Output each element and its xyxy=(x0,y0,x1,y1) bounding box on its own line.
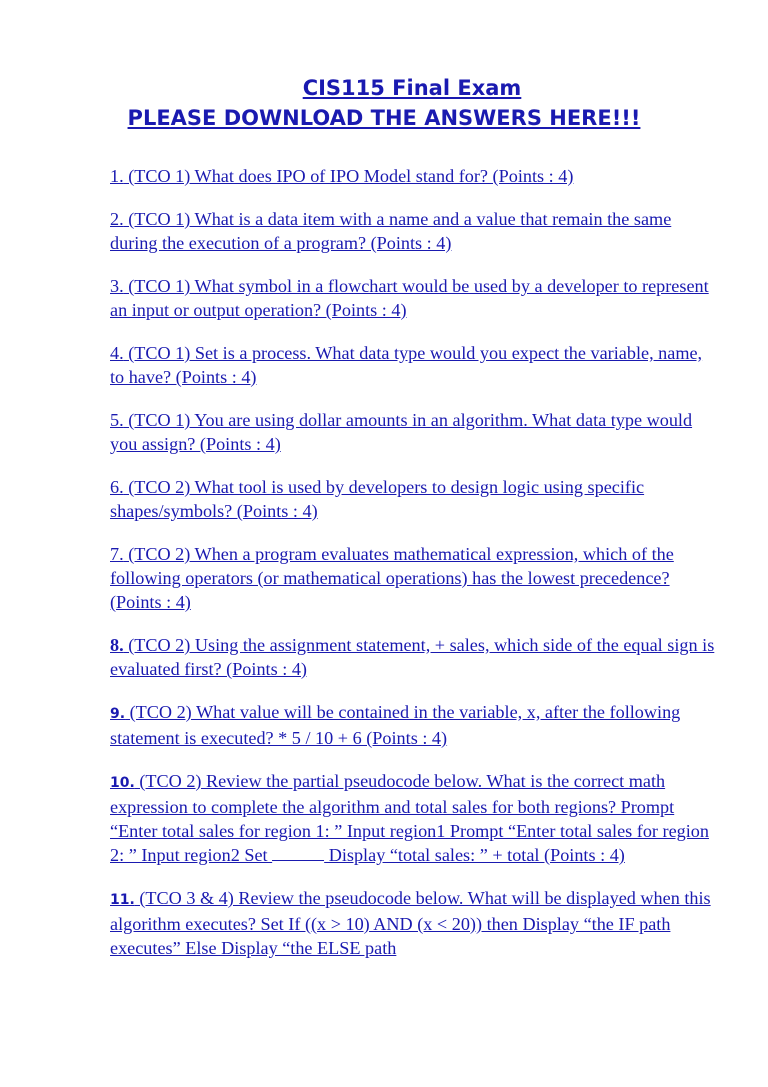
question-number: 8. xyxy=(110,635,124,655)
question-number: 3. xyxy=(110,276,124,296)
question-text: (TCO 2) When a program evaluates mathematical expression, which of the following operators (or mathematical operations) has the lowest precedence? (Points : 4) xyxy=(110,544,674,612)
question-9[interactable] xyxy=(110,700,715,750)
question-text-continued: Display “total sales: ” + total (Points : 4) xyxy=(324,845,625,865)
question-2[interactable] xyxy=(110,207,715,255)
question-text: (TCO 2) Review the partial pseudocode below. What is the correct math expression to complete the algorithm and total sales for both regions? Prompt “Enter total sales for region 1: ” Input region1 Prompt “Enter total sales for region 2: ” Input region2 Set xyxy=(110,771,709,865)
question-number: 7. xyxy=(110,544,124,564)
question-number: 5. xyxy=(110,410,124,430)
question-text: (TCO 2) Using the assignment statement, + sales, which side of the equal sign is evaluated first? (Points : 4) xyxy=(110,635,715,679)
question-4[interactable] xyxy=(110,341,715,389)
question-text: (TCO 2) What value will be contained in the variable, x, after the following statement is executed? * 5 / 10 + 6 (Points : 4) xyxy=(110,702,681,748)
question-5[interactable] xyxy=(110,408,715,456)
question-number: 10. xyxy=(110,775,135,791)
question-text: (TCO 3 & 4) Review the pseudocode below. What will be displayed when this algorithm executes? Set If ((x > 10) AND (x < 20)) then Display “the IF path executes” Else Display “the ELSE path xyxy=(110,888,711,958)
question-number: 9. xyxy=(110,706,126,722)
answer-blank[interactable] xyxy=(272,846,324,861)
page-title[interactable]: CIS115 Final Exam xyxy=(302,76,522,100)
question-text: (TCO 1) Set is a process. What data type would you expect the variable, name, to have? (Points : 4) xyxy=(110,343,703,387)
question-text: (TCO 1) You are using dollar amounts in an algorithm. What data type would you assign? (Points : 4) xyxy=(110,410,693,454)
question-text: (TCO 1) What symbol in a flowchart would be used by a developer to represent an input or output operation? (Points : 4) xyxy=(110,276,709,320)
question-number: 4. xyxy=(110,343,124,363)
question-7[interactable] xyxy=(110,542,715,614)
question-number: 1. xyxy=(110,166,124,186)
question-1[interactable] xyxy=(110,164,715,188)
question-text: (TCO 2) What tool is used by developers to design logic using specific shapes/symbols? (Points : 4) xyxy=(110,477,645,521)
question-number: 2. xyxy=(110,209,124,229)
question-text: (TCO 1) What is a data item with a name and a value that remain the same during the execution of a program? (Points : 4) xyxy=(110,209,672,253)
question-8[interactable] xyxy=(110,633,715,681)
question-6[interactable] xyxy=(110,475,715,523)
question-11[interactable] xyxy=(110,886,715,960)
question-3[interactable] xyxy=(110,274,715,322)
question-text: (TCO 1) What does IPO of IPO Model stand for? (Points : 4) xyxy=(123,166,574,186)
question-number: 11. xyxy=(110,892,135,908)
download-answers-link[interactable]: PLEASE DOWNLOAD THE ANSWERS HERE!!! xyxy=(127,106,641,130)
question-number: 6. xyxy=(110,477,124,497)
question-list xyxy=(110,164,715,979)
question-10[interactable] xyxy=(110,769,715,867)
